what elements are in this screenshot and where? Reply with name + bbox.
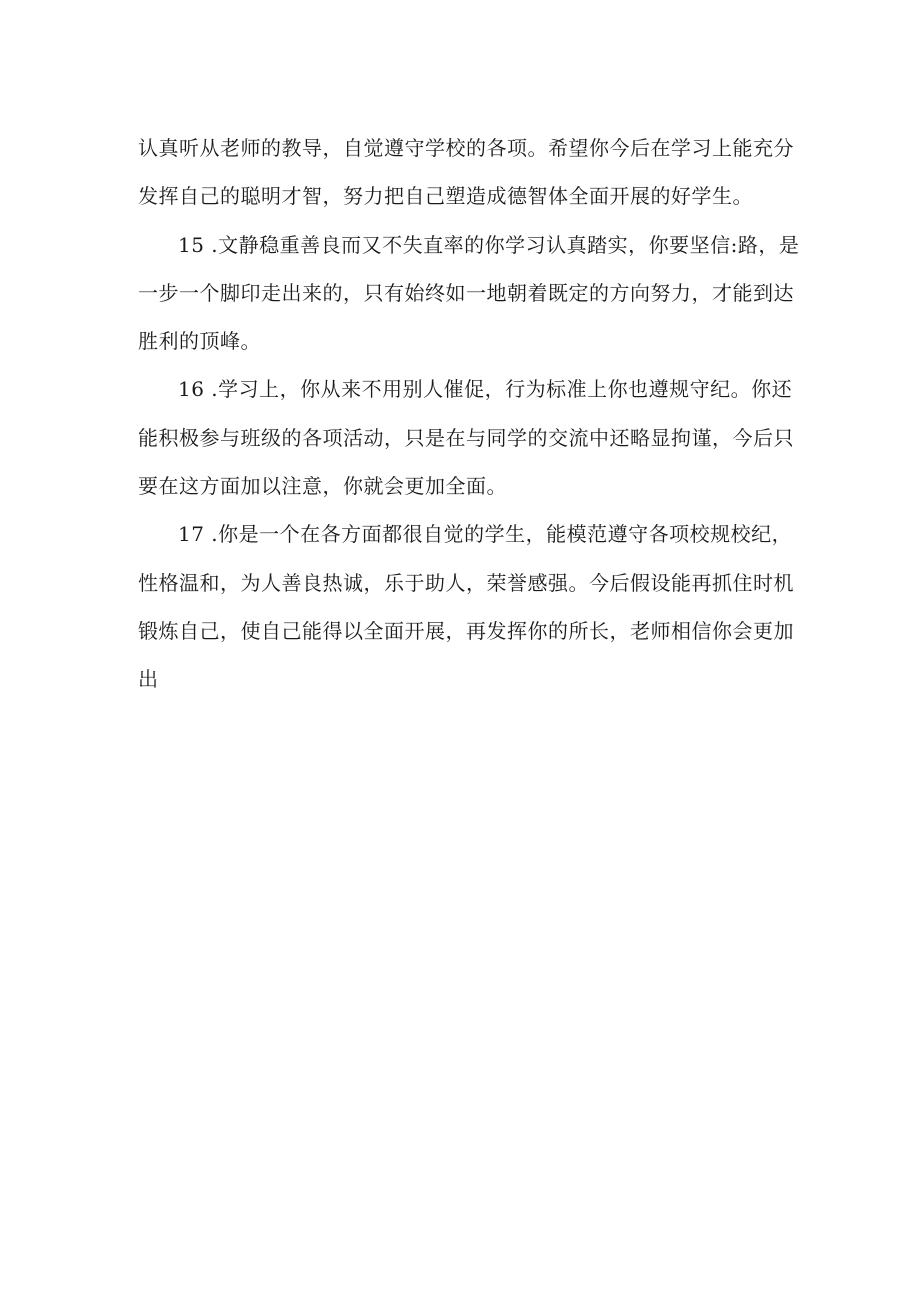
text-line: 要在这方面加以注意，你就会更加全面。 bbox=[138, 474, 507, 499]
text-line: 性格温和，为人善良热诚，乐于助人，荣誉感强。今后假设能再抓住时机 bbox=[138, 570, 794, 595]
paragraph-item-17 bbox=[138, 510, 794, 703]
paragraph-item-16 bbox=[138, 365, 794, 510]
text-line: 胜利的顶峰。 bbox=[138, 329, 261, 354]
text-line: 认真听从老师的教导，自觉遵守学校的各项。希望你今后在学习上能充分 bbox=[138, 136, 794, 160]
text-line: 发挥自己的聪明才智，努力把自己塑造成德智体全面开展的好学生。 bbox=[138, 184, 753, 209]
text-line: 17 .你是一个在各方面都很自觉的学生，能模范遵守各项校规校纪， bbox=[178, 522, 793, 547]
text-line: 一步一个脚印走出来的，只有始终如一地朝着既定的方向努力，才能到达 bbox=[138, 280, 794, 305]
text-line: 能积极参与班级的各项活动，只是在与同学的交流中还略显拘谨，今后只 bbox=[138, 425, 794, 450]
text-line: 15 .文静稳重善良而又不失直率的你学习认真踏实，你要坚信:路，是 bbox=[178, 232, 800, 257]
text-line: 锻炼自己，使自己能得以全面开展，再发挥你的所长，老师相信你会更加 bbox=[138, 618, 794, 643]
text-line: 出 bbox=[138, 667, 159, 692]
paragraph-item-15 bbox=[138, 221, 800, 366]
text-line: 16 .学习上，你从来不用别人催促，行为标准上你也遵规守纪。你还 bbox=[178, 377, 793, 402]
paragraph-continuation bbox=[138, 124, 794, 221]
document-body bbox=[138, 124, 800, 704]
